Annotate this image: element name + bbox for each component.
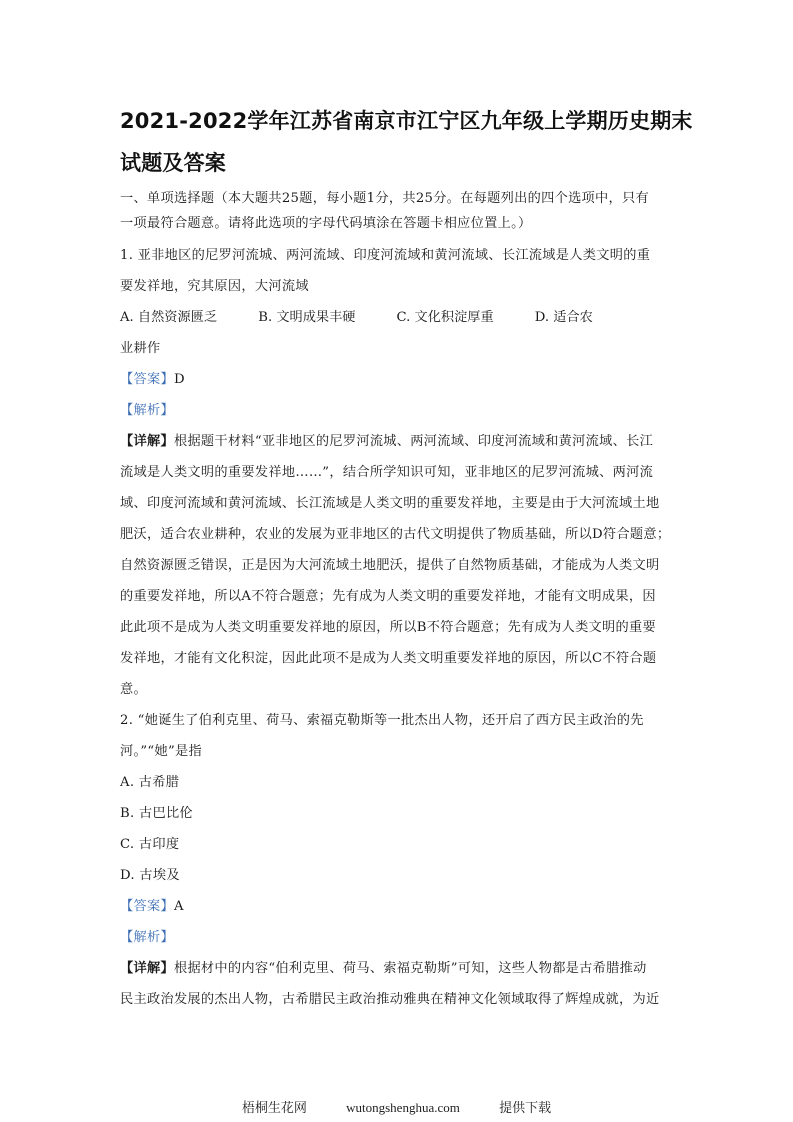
question-stem-line: 河。”“她”是指 <box>120 744 202 759</box>
analysis-label: 【解析】 <box>120 403 174 418</box>
analysis-label: 【解析】 <box>120 930 174 945</box>
document-title <box>120 100 693 184</box>
detail-line: 此此项不是成为人类文明重要发祥地的原因，所以B不符合题意；先有成为人类文明的重要 <box>120 620 656 635</box>
analysis-line <box>120 395 673 426</box>
detail-line: 肥沃，适合农业耕种，农业的发展为亚非地区的古代文明提供了物质基础，所以D符合题意； <box>120 527 671 542</box>
answer-line <box>120 364 673 395</box>
answer-value: D <box>173 372 185 387</box>
option-d: D. 适合农 <box>534 310 593 325</box>
answer-line <box>120 891 673 922</box>
page-footer <box>0 1097 793 1116</box>
question-stem-line: 2. “她诞生了伯利克里、荷马、索福克勒斯等一批杰出人物，还开启了西方民主政治的先 <box>120 713 644 728</box>
detail-line <box>120 953 673 984</box>
option-a: A. 古希腊 <box>120 775 180 790</box>
question-stem-line: 要发祥地，究其原因，大河流域 <box>120 279 309 294</box>
title-line-2: 试题及答案 <box>120 151 226 175</box>
answer-value: A <box>173 899 184 914</box>
footer-site-name: 梧桐生花网 <box>241 1100 307 1115</box>
option-b: B. 古巴比伦 <box>120 806 193 821</box>
answer-label: 【答案】 <box>120 372 174 387</box>
document-content <box>120 100 693 1015</box>
title-line-1: 2021-2022学年江苏省南京市江宁区九年级上学期历史期末 <box>120 109 693 133</box>
option-a: A. 自然资源匮乏 <box>120 310 218 325</box>
detail-line: 民主政治发展的杰出人物，古希腊民主政治推动雅典在精神文化领域取得了辉煌成就，为近 <box>120 992 660 1007</box>
detail-text: 根据材中的内容“伯利克里、荷马、索福克勒斯”可知，这些人物都是古希腊推动 <box>173 961 647 976</box>
detail-label: 【详解】 <box>120 434 174 449</box>
question-stem-line: 1. 亚非地区的尼罗河流城、两河流域、印度河流域和黄河流域、长江流域是人类文明的重 <box>120 248 651 263</box>
section-intro <box>120 186 673 236</box>
detail-line: 流域是人类文明的重要发祥地……”，结合所学知识可知，亚非地区的尼罗河流城、两河流 <box>120 465 654 480</box>
analysis-line <box>120 922 673 953</box>
detail-line: 的重要发祥地，所以A不符合题意；先有成为人类文明的重要发祥地，才能有文明成果，因 <box>120 589 656 604</box>
option-c: C. 文化积淀厚重 <box>396 310 494 325</box>
detail-line: 域、印度河流域和黄河流域、长江流域是人类文明的重要发祥地，主要是由于大河流域土地 <box>120 496 660 511</box>
option-d-wrap: 业耕作 <box>120 341 161 356</box>
question-2 <box>120 705 673 1015</box>
option-c: C. 古印度 <box>120 837 180 852</box>
section-intro-line: 一、单项选择题（本大题共25题，每小题1分，共25分。在每题列出的四个选项中，只有 <box>120 191 649 206</box>
detail-line: 自然资源匮乏错误，正是因为大河流域土地肥沃，提供了自然物质基础，才能成为人类文明 <box>120 558 660 573</box>
question-options <box>120 302 673 333</box>
option-b: B. 文明成果丰硬 <box>258 310 356 325</box>
detail-label: 【详解】 <box>120 961 174 976</box>
answer-label: 【答案】 <box>120 899 174 914</box>
question-1 <box>120 240 673 705</box>
footer-note: 提供下载 <box>499 1100 552 1115</box>
detail-text: 根据题干材料“亚非地区的尼罗河流城、两河流域、印度河流域和黄河流域、长江 <box>173 434 654 449</box>
option-d: D. 古埃及 <box>120 868 180 883</box>
section-intro-line: 一项最符合题意。请将此选项的字母代码填涂在答题卡相应位置上。） <box>120 216 532 231</box>
detail-line: 意。 <box>120 682 147 697</box>
footer-site-url: wutongshenghua.com <box>346 1100 460 1115</box>
detail-line: 发祥地，才能有文化积淀，因此此项不是成为人类文明重要发祥地的原因，所以C不符合题 <box>120 651 657 666</box>
detail-line <box>120 426 673 457</box>
